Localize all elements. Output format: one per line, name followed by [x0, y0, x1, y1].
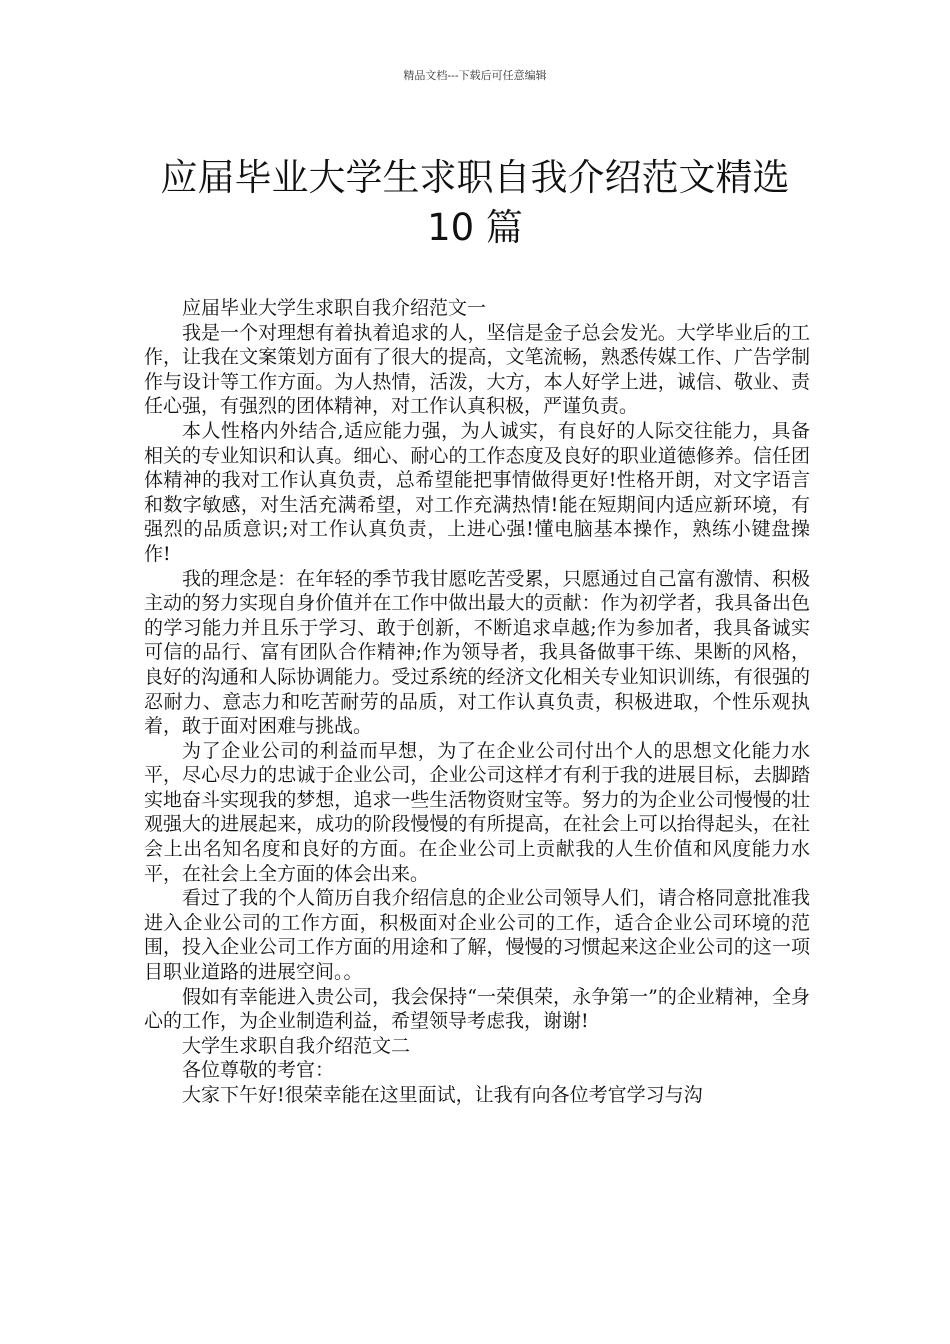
paragraph-3: 我的理念是：在年轻的季节我甘愿吃苦受累，只愿通过自己富有激情、积极主动的努力实现自身价值并在工作中做出最大的贡献：作为初学者，我具备出色的学习能力并且乐于学习、敢于创新，不断追求卓越;作为参加者，我具备诚实可信的品行、富有团队合作精神;作为领导者，我具备做事干练、果断的风格，良好的沟通和人际协调能力。受过系统的经济文化相关专业知识训练，有很强的忍耐力、意志力和吃苦耐劳的品质，对工作认真负责，积极进取，个性乐观执着，敢于面对困难与挑战。 [144, 567, 810, 738]
section-heading-2: 大学生求职自我介绍范文二 [182, 1034, 411, 1057]
paragraph-4: 为了企业公司的利益而早想，为了在企业公司付出个人的思想文化能力水平，尽心尽力的忠诚于企业公司，企业公司这样才有利于我的进展目标，去脚踏实地奋斗实现我的梦想，追求一些生活物资财宝等。努力的为企业公司慢慢的壮观强大的进展起来，成功的阶段慢慢的有所提高，在社会上可以抬得起头，在社会上出名知名度和良好的方面。在企业公司上贡献我的人生价值和风度能力水平，在社会上全方面的体会出来。 [144, 739, 810, 885]
paragraph-8: 大家下午好!很荣幸能在这里面试，让我有向各位考官学习与沟 [182, 1084, 703, 1106]
page-header: 精品文档---下载后可任意编辑 [403, 69, 547, 82]
paragraph-1: 我是一个对理想有着执着追求的人，坚信是金子总会发光。大学毕业后的工作，让我在文案策划方面有了很大的提高，文笔流畅，熟悉传媒工作、广告学制作与设计等工作方面。为人热情，活泼，大方，本人好学上进，诚信、敬业、责任心强，有强烈的团体精神，对工作认真积极，严谨负责。 [144, 321, 810, 418]
paragraph-5: 看过了我的个人简历自我介绍信息的企业公司领导人们，请合格同意批准我进入企业公司的工作方面，积极面对企业公司的工作，适合企业公司环境的范围，投入企业公司工作方面的用途和了解，慢慢的习惯起来这企业公司的这一项目职业道路的进展空间。。 [144, 887, 810, 984]
paragraph-2: 本人性格内外结合,适应能力强，为人诚实，有良好的人际交往能力，具备相关的专业知识和认真。细心、耐心的工作态度及良好的职业道德修养。信任团体精神的我对工作认真负责，总希望能把事情做得更好!性格开朗，对文字语言和数字敏感，对生活充满希望，对工作充满热情!能在短期间内适应新环境，有强烈的品质意识;对工作认真负责，上进心强!懂电脑基本操作，熟练小键盘操作! [144, 419, 810, 565]
section-heading-1: 应届毕业大学生求职自我介绍范文一 [182, 297, 487, 319]
document-title-line-1: 应届毕业大学生求职自我介绍范文精选 [160, 155, 790, 199]
paragraph-7: 各位尊敬的考官： [182, 1059, 335, 1082]
paragraph-6: 假如有幸能进入贵公司，我会保持“一荣俱荣，永争第一”的企业精神，全身心的工作，为企业制造利益，希望领导考虑我，谢谢! [144, 985, 810, 1033]
document-title [100, 153, 850, 253]
document-body [144, 296, 810, 1108]
document-title-line-2: 10 篇 [427, 205, 523, 249]
